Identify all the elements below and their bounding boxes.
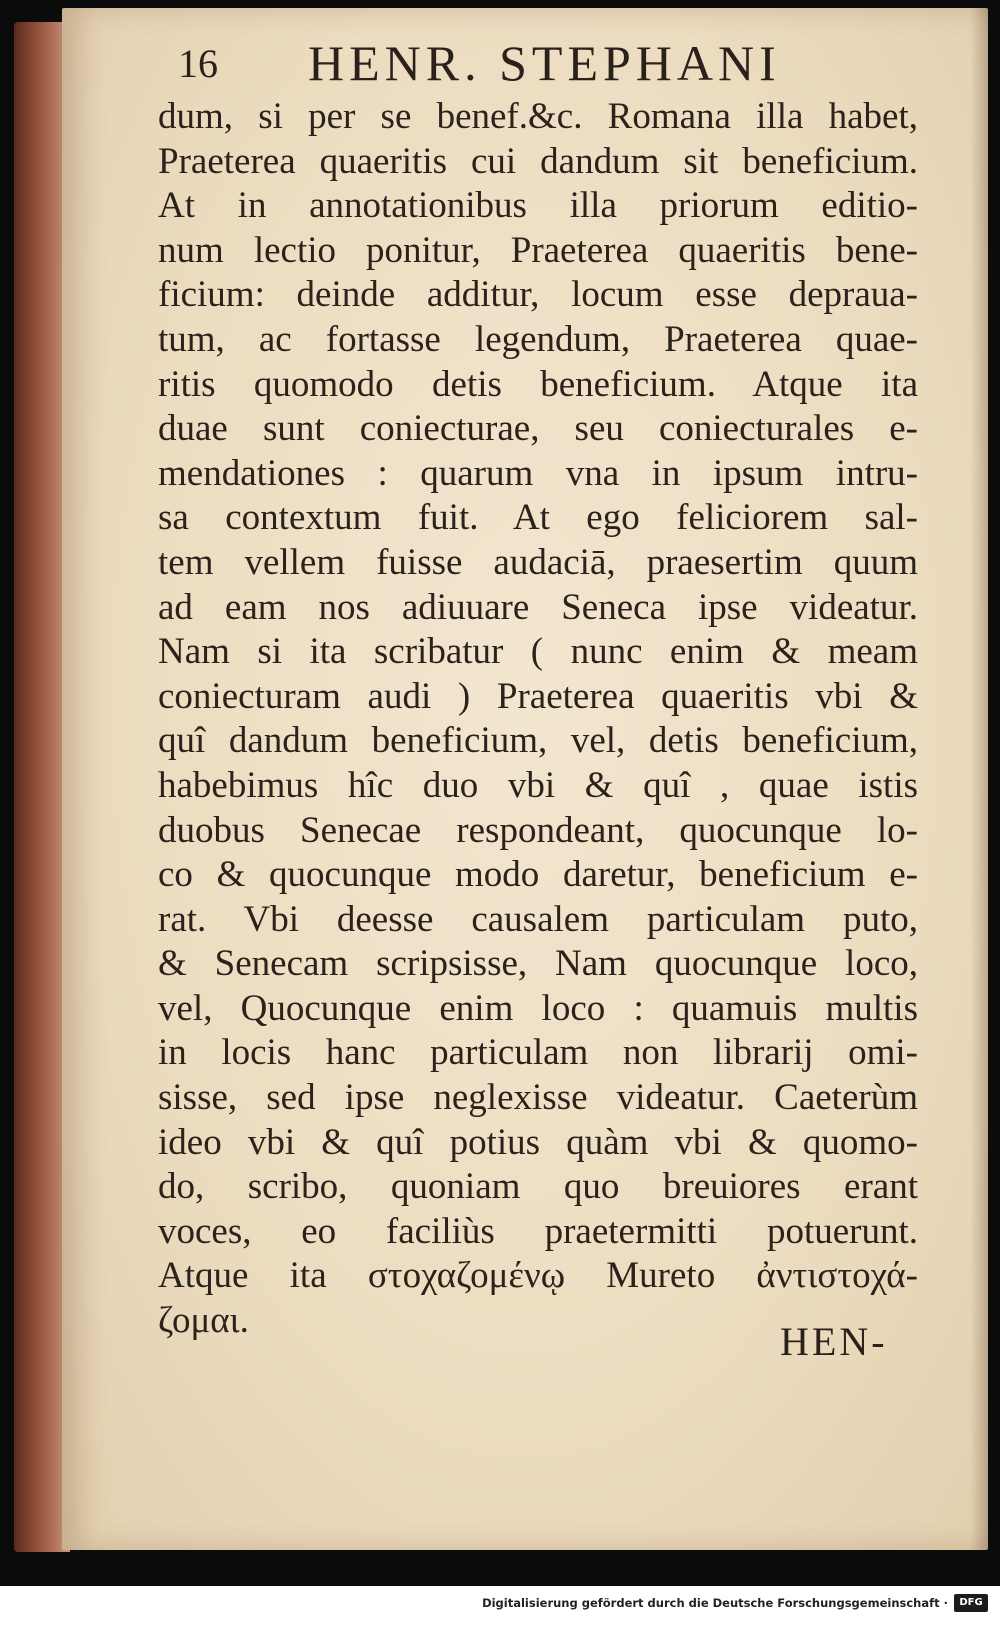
text-line: voces, eo faciliùs praetermitti potuerunt. — [158, 1210, 918, 1252]
text-line: duae sunt coniecturae, seu coniecturales e- — [158, 408, 918, 450]
text-line: ritis quomodo detis beneficium. Atque ita — [158, 363, 918, 405]
text-line: in locis hanc particulam non librarij omi- — [158, 1032, 918, 1074]
text-line: ζομαι. — [158, 1300, 249, 1342]
text-line: coniecturam audi ) Praeterea quaeritis vbi & — [158, 675, 918, 717]
text-line: At in annotationibus illa priorum editio- — [158, 185, 918, 227]
page-gutter-shadow — [970, 8, 988, 1550]
footer-credit-bar — [0, 1586, 1000, 1630]
body-text — [158, 95, 918, 1344]
running-head: HENR. STEPHANI — [308, 35, 781, 91]
text-line: quî dandum beneficium, vel, detis beneficium, — [158, 720, 918, 762]
text-line: ideo vbi & quî potius quàm vbi & quomo- — [158, 1121, 918, 1163]
text-line: duobus Senecae respondeant, quocunque lo- — [158, 809, 918, 851]
page-header — [178, 34, 858, 94]
text-line: sa contextum fuit. At ego feliciorem sal- — [158, 497, 918, 539]
text-line: Atque ita στοχαζομένῳ Mureto ἀντιστοχά- — [158, 1255, 918, 1297]
text-line: rat. Vbi deesse causalem particulam puto, — [158, 898, 918, 940]
text-line: Praeterea quaeritis cui dandum sit beneficium. — [158, 140, 918, 182]
text-line: ad eam nos adiuuare Seneca ipse videatur. — [158, 586, 918, 628]
dfg-logo-icon: DFG — [954, 1594, 988, 1612]
catchword: HEN- — [780, 1319, 888, 1364]
text-line: habebimus hîc duo vbi & quî , quae istis — [158, 764, 918, 806]
funding-credit: Digitalisierung gefördert durch die Deutsche Forschungsgemeinschaft · — [482, 1596, 948, 1610]
text-line: ficium: deinde additur, locum esse deprauа- — [158, 274, 918, 316]
page-number: 16 — [178, 41, 218, 86]
text-line: vel, Quocunque enim loco : quamuis multis — [158, 987, 918, 1029]
text-line: tem vellem fuisse audaciā, praesertim quum — [158, 541, 918, 583]
text-line: tum, ac fortasse legendum, Praeterea quae- — [158, 318, 918, 360]
text-line: & Senecam scripsisse, Nam quocunque loco, — [158, 943, 918, 985]
text-line: dum, si per se benef.&c. Romana illa habet, — [158, 96, 918, 137]
text-line: num lectio ponitur, Praeterea quaeritis bene- — [158, 229, 918, 271]
text-line: sisse, sed ipse neglexisse videatur. Caeterùm — [158, 1077, 918, 1119]
text-line: Nam si ita scribatur ( nunc enim & meam — [158, 631, 918, 673]
text-line: do, scribo, quoniam quo breuiores erant — [158, 1166, 918, 1208]
text-line: co & quocunque modo daretur, beneficium e- — [158, 854, 918, 896]
text-line: mendationes : quarum vna in ipsum intru- — [158, 452, 918, 494]
